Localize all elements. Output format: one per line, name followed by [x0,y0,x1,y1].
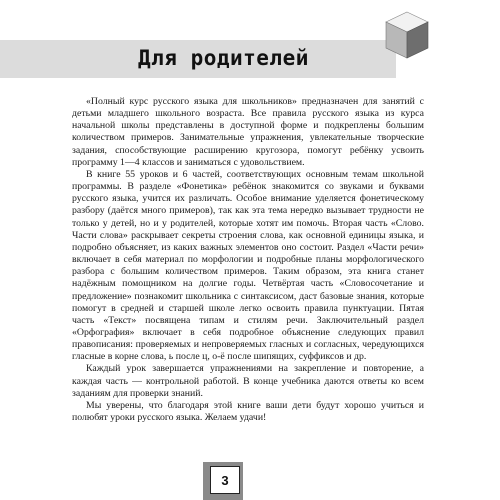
body-text [72,96,424,424]
page-title: Для родителей [138,46,309,70]
paragraph: Мы уверены, что благодаря этой книге ваши дети будут хорошо учиться и полюбят уроки русского языка. Желаем удачи! [72,399,424,424]
paragraph: Каждый урок завершается упражнениями на закрепление и повторение, а каждая часть — контрольной работой. В конце учебника даются ответы ко всем заданиям для проверки знаний. [72,363,424,399]
paragraph: В книге 55 уроков и 6 частей, соответствующих основным темам школьной программы. В разделе «Фонетика» ребёнок знакомится со звуками и буквами русского языка, учится их различать. Особое внимание уделяется фонетическому разбору (даётся много примеров), так как эта тема нередко вызывает трудности не только у детей, но и у родителей, которые хотят им помочь. Вторая часть «Слово. Части слова» раскрывает секреты строения слова, как основной единицы языка, и подробно объясняет, из каких важных элементов оно состоит. Раздел «Части речи» включает в себя материал по морфологии и подробные планы морфологического разбора с большим количеством примеров. Таким образом, эта книга станет надёжным помощником на долгие годы. Четвёртая часть «Словосочетание и предложение» познакомит школьника с синтаксисом, даст базовые знания, которые помогут в средней и старшей школе легко освоить правила пунктуации. Пятая часть «Текст» посвящена типам и стилям речи. Заключительный раздел «Орфография» включает в себя подробное объяснение следующих правил правописания: проверяемых и непроверяемых гласных и согласных, чередующихся гласные в корне слова, ь после ц, о-ё после шипящих, суффиксов и др. [72,168,424,363]
paragraph: «Полный курс русского языка для школьников» предназначен для занятий с детьми младшего школьного возраста. Все правила русского языка из курса начальной школы представлены в доступной форме и подкреплены большим количеством примеров. Занимательные упражнения, увлекательные творческие задания, способствующие расширению кругозора, помогут ребёнку усвоить программу 1—4 классов и заниматься с удовольствием. [72,96,424,168]
page-number: 3 [210,466,240,494]
cube-icon [384,10,430,60]
